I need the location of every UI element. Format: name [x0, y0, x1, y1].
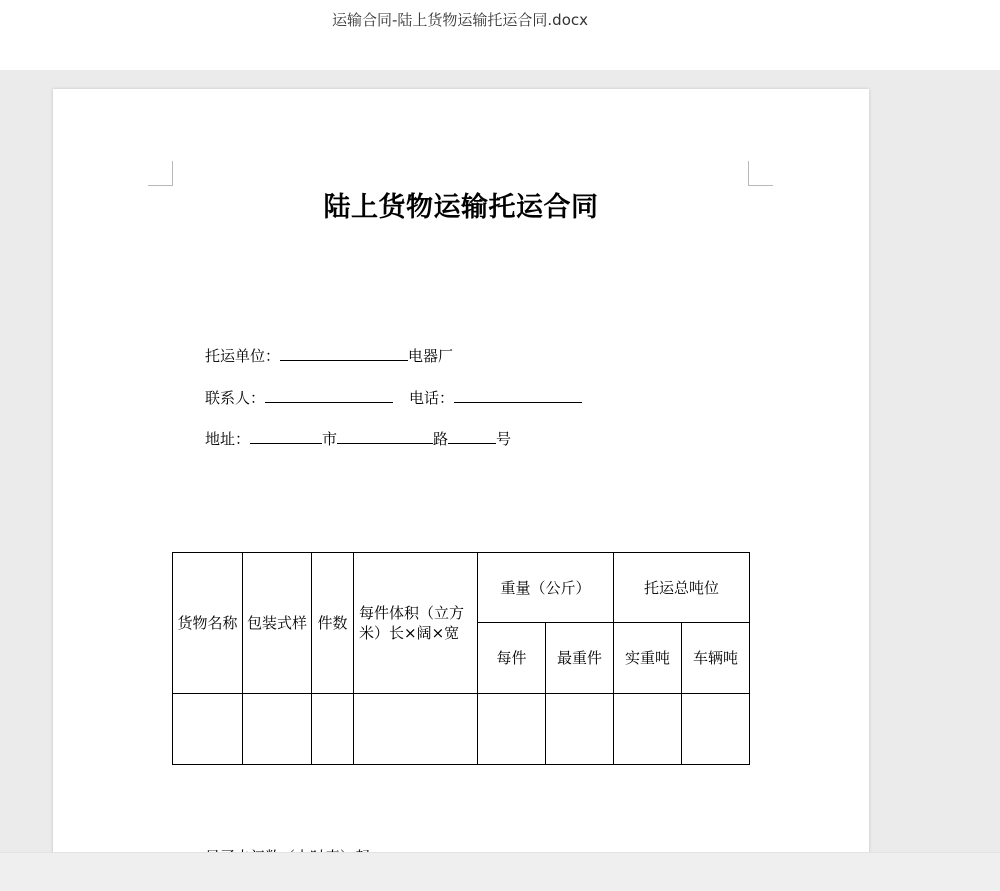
document-page[interactable]: [53, 89, 869, 889]
address-line: [205, 428, 511, 449]
address-number-blank: [448, 428, 496, 444]
address-label: 地址：: [205, 430, 251, 448]
contact-label: 联系人：: [205, 389, 266, 407]
table-cell[interactable]: [243, 694, 312, 765]
cargo-table: [172, 552, 750, 765]
header-volume: 每件体积（立方米）长×阔×宽: [354, 553, 478, 694]
header-packaging: 包装式样: [243, 553, 312, 694]
city-suffix: 市: [322, 430, 338, 448]
contact-line: [205, 387, 582, 408]
shipper-label: 托运单位：: [205, 347, 281, 365]
table-row: [173, 694, 750, 765]
header-pieces: 件数: [312, 553, 354, 694]
table-cell[interactable]: [682, 694, 750, 765]
header-per-piece: 每件: [478, 623, 546, 694]
shipper-blank: [280, 345, 408, 361]
header-heaviest: 最重件: [546, 623, 614, 694]
header-tonnage-group: 托运总吨位: [614, 553, 750, 623]
number-suffix: 号: [496, 430, 512, 448]
document-title: 陆上货物运输托运合同: [323, 192, 599, 223]
header-cargo-name: 货物名称: [173, 553, 243, 694]
crop-mark-top-right: [748, 161, 773, 186]
address-city-blank: [250, 428, 322, 444]
shipper-line: [205, 345, 453, 366]
status-bar: [0, 852, 1000, 891]
table-cell[interactable]: [614, 694, 682, 765]
table-cell[interactable]: [546, 694, 614, 765]
document-workspace[interactable]: [0, 70, 1000, 852]
header-actual-ton: 实重吨: [614, 623, 682, 694]
road-suffix: 路: [433, 430, 449, 448]
shipper-suffix: 电器厂: [408, 347, 454, 365]
crop-mark-top-left: [148, 161, 173, 186]
table-cell[interactable]: [173, 694, 243, 765]
contact-blank: [265, 387, 393, 403]
document-file-name: 运输合同-陆上货物运输托运合同.docx: [331, 11, 588, 29]
phone-label: 电话：: [409, 389, 455, 407]
table-cell[interactable]: [312, 694, 354, 765]
header-vehicle-ton: 车辆吨: [682, 623, 750, 694]
phone-blank: [454, 387, 582, 403]
table-cell[interactable]: [478, 694, 546, 765]
address-road-blank: [337, 428, 433, 444]
title-bar: [0, 0, 1000, 70]
table-cell[interactable]: [354, 694, 478, 765]
header-weight-group: 重量（公斤）: [478, 553, 614, 623]
